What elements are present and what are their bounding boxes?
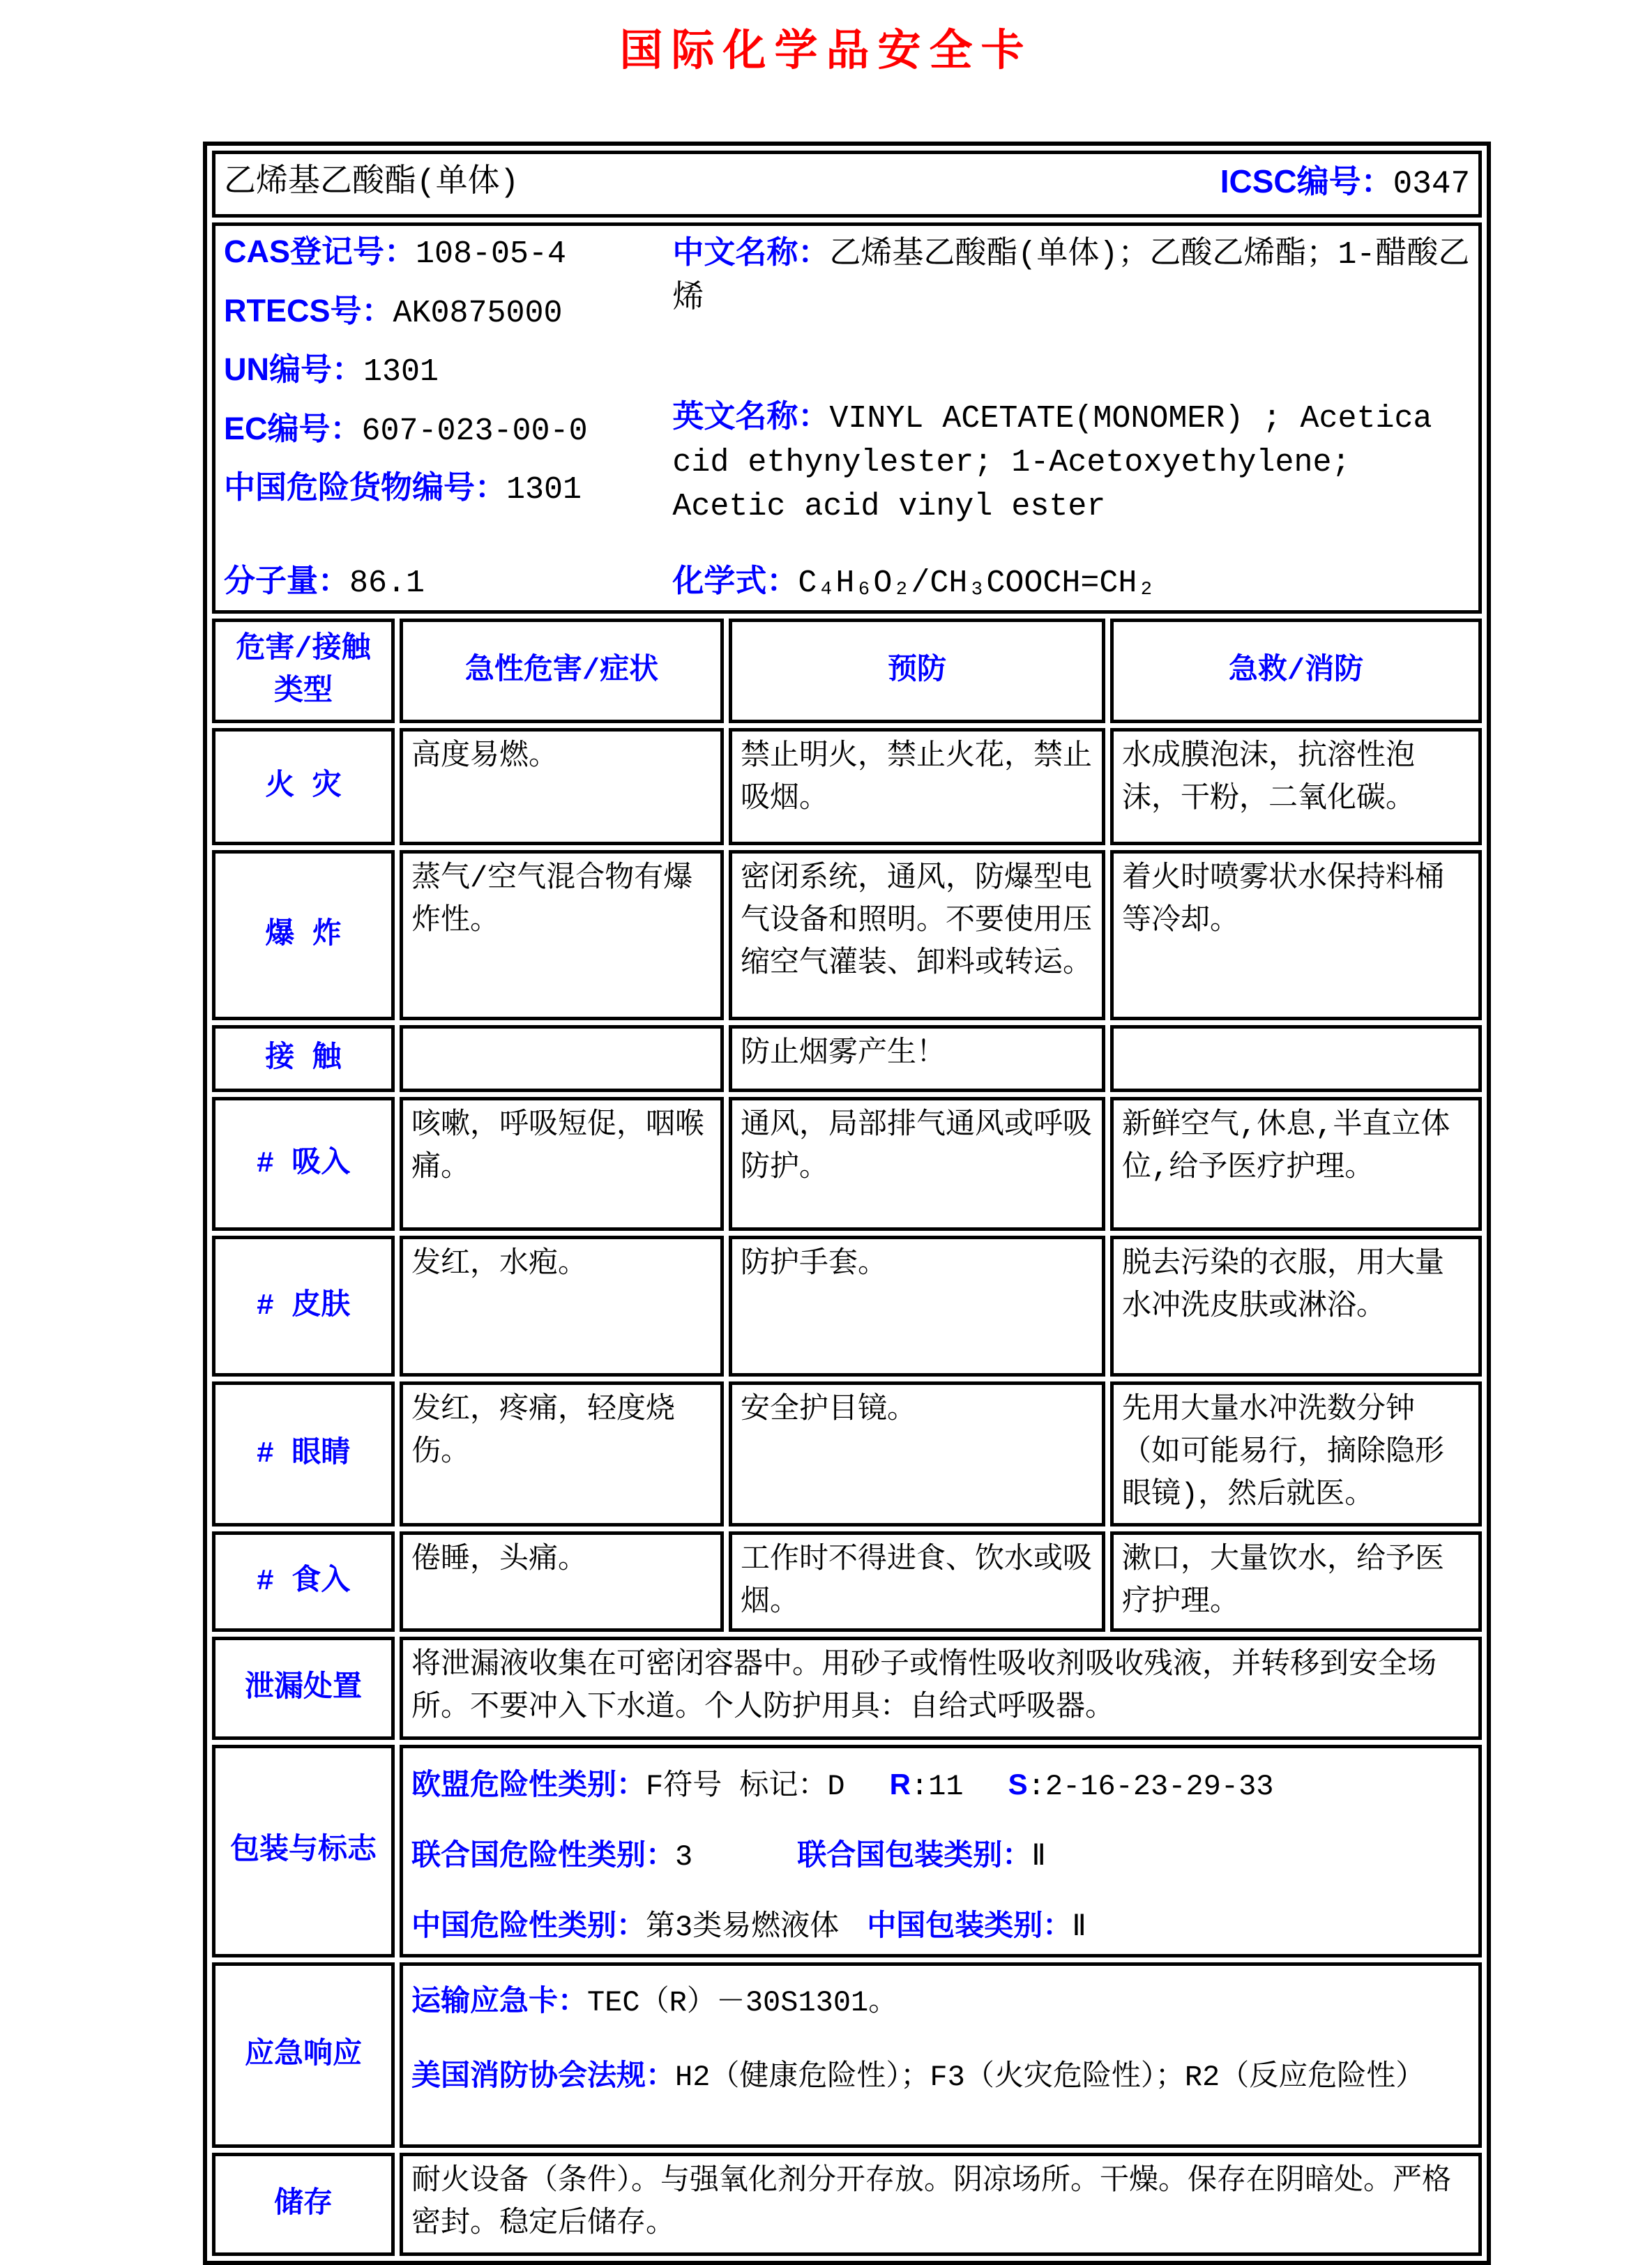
english-name-label: 英文名称： — [672, 398, 830, 434]
spill-label: 泄漏处置 — [212, 1637, 395, 1740]
china-dg-label: 中国危险货物编号： — [224, 469, 507, 505]
rtecs-label: RTECS号： — [224, 292, 393, 328]
hazard-type-cell: # 皮肤 — [212, 1236, 395, 1377]
un-class-label: 联合国危险性类别： — [411, 1838, 676, 1872]
spill-text: 将泄漏液收集在可密闭容器中。用砂子或惰性吸收剂吸收残液，并转移到安全场所。不要冲入下水道。个人防护用具：自给式呼吸器。 — [400, 1637, 1482, 1740]
rtecs-number-line — [224, 291, 672, 335]
hazard-prevention-cell: 工作时不得进食、饮水或吸烟。 — [729, 1531, 1105, 1632]
hazard-symptoms-cell: 蒸气/空气混合物有爆炸性。 — [400, 850, 724, 1020]
r-phrase-value: :11 — [910, 1770, 964, 1804]
hazard-response-cell: 先用大量水冲洗数分钟（如可能易行，摘除隐形眼镜)，然后就医。 — [1110, 1381, 1482, 1527]
hazard-response-cell: 漱口，大量饮水，给予医疗护理。 — [1110, 1531, 1482, 1632]
hazard-type-cell: # 食入 — [212, 1531, 395, 1632]
hazard-row-explosion — [212, 850, 1482, 1020]
icsc-label: ICSC编号： — [1220, 163, 1393, 199]
hazard-row-inhalation — [212, 1097, 1482, 1231]
storage-text: 耐火设备（条件）。与强氧化剂分开存放。阴凉场所。干燥。保存在阴暗处。严格密封。稳定后储存。 — [400, 2153, 1482, 2256]
chinese-name-value: 乙烯基乙酸酯(单体)；乙酸乙烯酯；1-醋酸乙烯 — [672, 237, 1470, 317]
identifiers-grid — [224, 230, 1470, 529]
cn-pack-value: Ⅱ — [1072, 1911, 1086, 1945]
emergency-label: 应急响应 — [212, 1962, 395, 2148]
card-header-row — [212, 151, 1482, 218]
un-value: 1301 — [363, 354, 439, 390]
hazard-symptoms-cell: 咳嗽，呼吸短促，咽喉痛。 — [400, 1097, 724, 1231]
cn-class-label: 中国危险性类别： — [411, 1909, 646, 1942]
tec-card-line — [411, 1977, 1470, 2027]
card-header-cell — [212, 151, 1482, 218]
hazard-type-cell: # 眼睛 — [212, 1381, 395, 1527]
un-number-line — [224, 349, 672, 393]
nfpa-value: H2（健康危险性）；F3（火灾危险性）；R2（反应危险性） — [675, 2061, 1425, 2095]
nfpa-line — [411, 2052, 1470, 2101]
cn-class-line — [411, 1903, 1470, 1950]
un-label: UN编号： — [224, 351, 363, 387]
china-dg-value: 1301 — [506, 472, 582, 508]
packaging-row — [212, 1745, 1482, 1957]
document-title: 国际化学品安全卡 — [619, 26, 1033, 75]
header-response: 急救/消防 — [1110, 619, 1482, 723]
hazard-type-cell: 爆 炸 — [212, 850, 395, 1020]
icsc-card-table — [203, 142, 1491, 2265]
tec-card-value: TEC（R）－30S1301。 — [587, 1986, 898, 2020]
hazard-row-fire — [212, 728, 1482, 845]
chemical-name: 乙烯基乙酸酯(单体) — [224, 165, 520, 201]
cas-value: 108-05-4 — [416, 236, 567, 272]
emergency-row — [212, 1962, 1482, 2148]
storage-row — [212, 2153, 1482, 2256]
hazard-symptoms-cell: 发红，水疱。 — [400, 1236, 724, 1377]
tec-card-label: 运输应急卡： — [411, 1984, 588, 2017]
identifiers-row — [212, 222, 1482, 614]
header-prevention: 预防 — [729, 619, 1105, 723]
un-class-line — [411, 1833, 1470, 1879]
hazard-response-cell: 脱去污染的衣服，用大量水冲洗皮肤或淋浴。 — [1110, 1236, 1482, 1377]
english-name-paragraph — [672, 394, 1470, 529]
china-dg-number-line — [224, 467, 672, 511]
card-header-flex — [224, 158, 1470, 208]
un-class-value: 3 — [675, 1840, 693, 1874]
hazard-prevention-cell: 安全护目镜。 — [729, 1381, 1105, 1527]
cn-pack-label: 中国包装类别： — [867, 1909, 1073, 1942]
hazard-symptoms-cell: 发红，疼痛，轻度烧伤。 — [400, 1381, 724, 1527]
s-phrase-label: S — [1008, 1768, 1028, 1801]
identifiers-cell — [212, 222, 1482, 614]
hazard-type-cell: 火 灾 — [212, 728, 395, 845]
spill-row — [212, 1637, 1482, 1740]
hazard-row-contact — [212, 1025, 1482, 1092]
chinese-name-paragraph — [672, 230, 1470, 321]
emergency-content — [400, 1962, 1482, 2148]
un-pack-label: 联合国包装类别： — [797, 1838, 1032, 1872]
hazard-type-cell: 接 触 — [212, 1025, 395, 1092]
registry-numbers-column — [224, 230, 672, 527]
molecular-row — [224, 558, 1470, 606]
hazard-response-cell — [1110, 1025, 1482, 1092]
ec-value: 607-023-00-0 — [361, 413, 588, 449]
r-phrase-label: R — [889, 1768, 911, 1801]
nfpa-label: 美国消防协会法规： — [411, 2059, 676, 2092]
un-pack-value: Ⅱ — [1031, 1840, 1046, 1874]
hazard-response-cell: 新鲜空气,休息,半直立体位,给予医疗护理。 — [1110, 1097, 1482, 1231]
icsc-number-group — [1220, 158, 1470, 208]
molecular-weight-group — [224, 558, 672, 606]
hazard-prevention-cell: 防护手套。 — [729, 1236, 1105, 1377]
names-column — [672, 230, 1470, 529]
hazard-header-row — [212, 619, 1482, 723]
hazard-type-cell: # 吸入 — [212, 1097, 395, 1231]
molecular-weight-value: 86.1 — [349, 566, 425, 601]
chemical-formula-label: 化学式： — [672, 563, 798, 598]
chemical-formula-value: C₄H₆O₂/CH₃COOCH=CH₂ — [798, 566, 1156, 601]
rtecs-value: AK0875000 — [393, 295, 563, 331]
hazard-response-cell: 着火时喷雾状水保持料桶等冷却。 — [1110, 850, 1482, 1020]
hazard-row-ingestion — [212, 1531, 1482, 1632]
ec-number-line — [224, 409, 672, 453]
cas-label: CAS登记号： — [224, 234, 416, 269]
icsc-number: 0347 — [1393, 166, 1471, 202]
molecular-weight-label: 分子量： — [224, 563, 350, 598]
hazard-symptoms-cell — [400, 1025, 724, 1092]
hazard-response-cell: 水成膜泡沫，抗溶性泡沫，干粉，二氧化碳。 — [1110, 728, 1482, 845]
hazard-symptoms-cell: 倦睡，头痛。 — [400, 1531, 724, 1632]
ec-label: EC编号： — [224, 410, 362, 446]
header-symptoms: 急性危害/症状 — [400, 619, 724, 723]
hazard-row-skin — [212, 1236, 1482, 1377]
hazard-prevention-cell: 通风，局部排气通风或呼吸防护。 — [729, 1097, 1105, 1231]
eu-hazard-line — [411, 1762, 1470, 1809]
hazard-prevention-cell: 密闭系统，通风，防爆型电气设备和照明。不要使用压缩空气灌装、卸料或转运。 — [729, 850, 1105, 1020]
chemical-formula-group — [672, 558, 1470, 606]
packaging-content — [400, 1745, 1482, 1957]
cas-number-line — [224, 232, 672, 275]
eu-class-value: F符号 标记：D — [646, 1770, 845, 1804]
english-name-value: VINYL ACETATE(MONOMER) ; Acetica cid ethynylester; 1-Acetoxyethylene; Acetic acid vinyl ester — [672, 401, 1432, 524]
hazard-symptoms-cell: 高度易燃。 — [400, 728, 724, 845]
hazard-prevention-cell: 禁止明火，禁止火花，禁止吸烟。 — [729, 728, 1105, 845]
s-phrase-value: :2-16-23-29-33 — [1027, 1770, 1274, 1804]
storage-label: 储存 — [212, 2153, 395, 2256]
hazard-row-eyes — [212, 1381, 1482, 1527]
eu-class-label: 欧盟危险性类别： — [411, 1768, 646, 1801]
packaging-label: 包装与标志 — [212, 1745, 395, 1957]
header-hazard-type: 危害/接触类型 — [212, 619, 395, 723]
chinese-name-label: 中文名称： — [672, 234, 830, 270]
cn-class-value: 第3类易燃液体 — [646, 1911, 840, 1945]
hazard-prevention-cell: 防止烟雾产生！ — [729, 1025, 1105, 1092]
